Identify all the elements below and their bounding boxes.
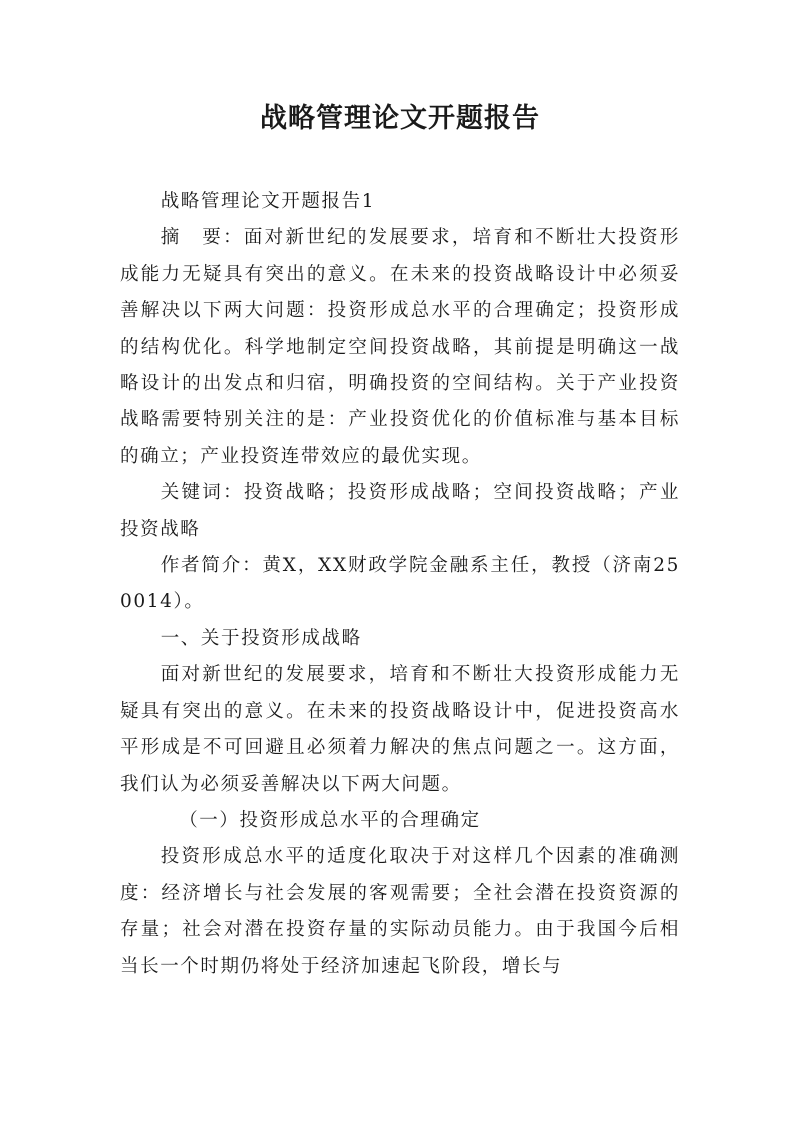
document-body xyxy=(120,184,680,985)
subsection-heading-total-level: （一）投资形成总水平的合理确定 xyxy=(179,809,481,831)
body-paragraph: 投资形成总水平的适度化取决于对这样几个因素的准确测度：经济增长与社会发展的客观需要；全社会潜在投资资源的存量；社会对潜在投资存量的实际动员能力。由于我国今后相当长一个时期仍将处于经济加速起飞阶段，增长与 xyxy=(120,846,680,977)
document-title: 战略管理论文开题报告 xyxy=(260,103,540,134)
abstract-paragraph: 摘 要：面对新世纪的发展要求，培育和不断壮大投资形成能力无疑具有突出的意义。在未来的投资战略设计中必须妥善解决以下两大问题：投资形成总水平的合理确定；投资形成的结构优化。科学地制定空间投资战略，其前提是明确这一战略设计的出发点和归宿，明确投资的空间结构。关于产业投资战略需要特别关注的是：产业投资优化的价值标准与基本目标的确立；产业投资连带效应的最优实现。 xyxy=(120,227,680,467)
body-paragraph: 面对新世纪的发展要求，培育和不断壮大投资形成能力无疑具有突出的意义。在未来的投资战略设计中，促进投资高水平形成是不可回避且必须着力解决的焦点问题之一。这方面，我们认为必须妥善解决以下两大问题。 xyxy=(120,664,680,795)
section-heading-report-1: 战略管理论文开题报告1 xyxy=(160,191,376,212)
author-info-paragraph: 作者简介：黄X，XX财政学院金融系主任，教授（济南250014）。 xyxy=(120,555,680,613)
keywords-paragraph: 关键词：投资战略；投资形成战略；空间投资战略；产业投资战略 xyxy=(120,482,680,540)
section-heading-investment-formation: 一、关于投资形成战略 xyxy=(160,627,362,649)
